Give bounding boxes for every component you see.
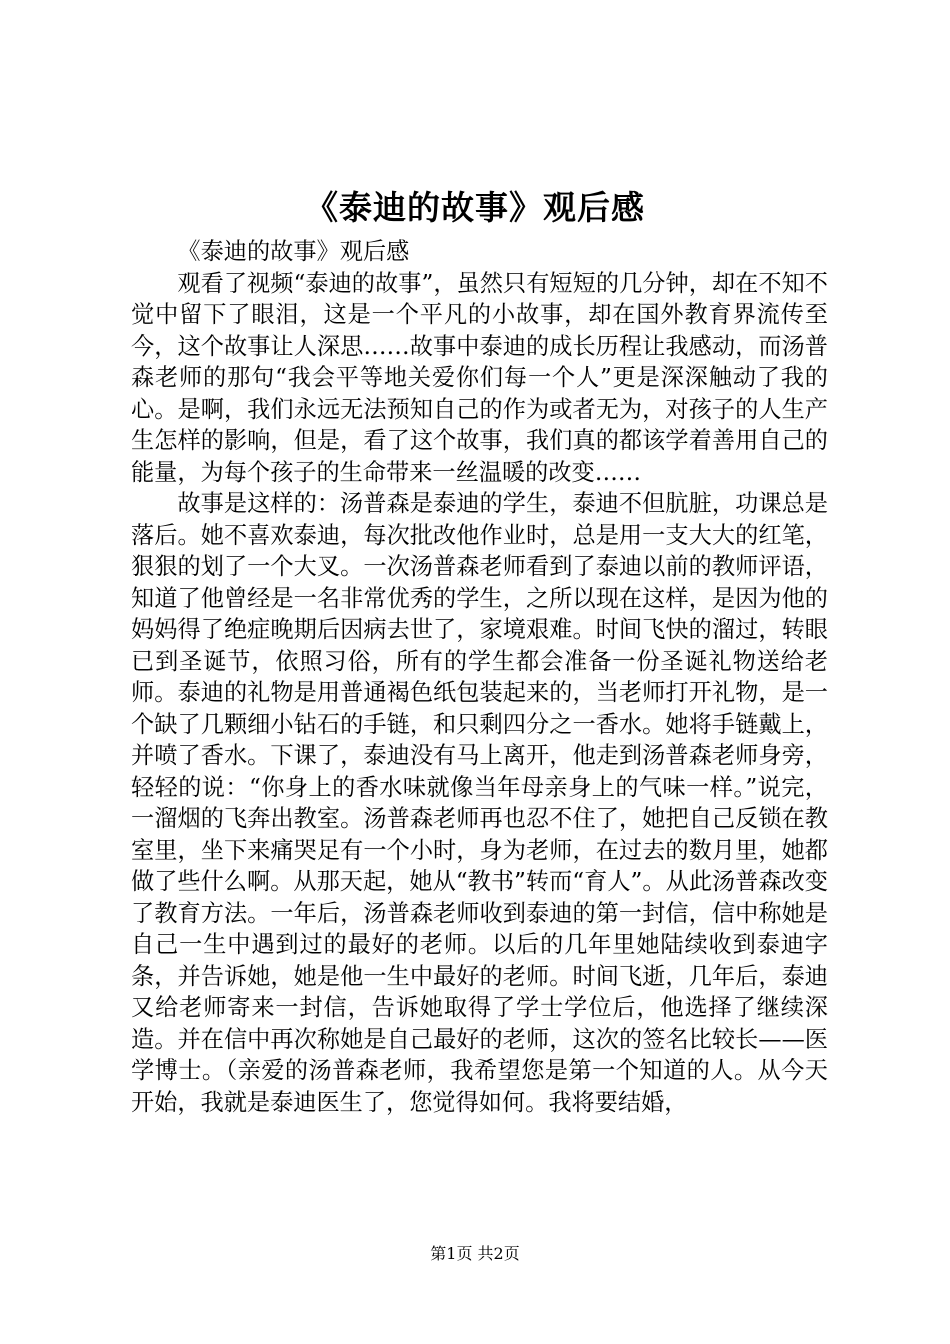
document-title: 《泰迪的故事》观后感 <box>305 188 645 227</box>
body-paragraph: 观看了视频“泰迪的故事”，虽然只有短短的几分钟，却在不知不觉中留下了眼泪，这是一个平凡的小故事，却在国外教育界流传至今，这个故事让人深思……故事中泰迪的成长历程让我感动，而汤普森老师的那句“我会平等地关爱你们每一个人”更是深深触动了我的心。是啊，我们永远无法预知自己的作为或者无为，对孩子的人生产生怎样的影响，但是，看了这个故事，我们真的都该学着善用自己的能量，为每个孩子的生命带来一丝温暖的改变…… <box>131 269 828 486</box>
document-body <box>131 236 828 1118</box>
page-footer: 第1页 共2页 <box>430 1244 520 1263</box>
body-paragraph: 故事是这样的：汤普森是泰迪的学生，泰迪不但肮脏，功课总是落后。她不喜欢泰迪，每次批改他作业时，总是用一支大大的红笔，狠狠的划了一个大叉。一次汤普森老师看到了泰迪以前的教师评语，知道了他曾经是一名非常优秀的学生，之所以现在这样，是因为他的妈妈得了绝症晚期后因病去世了，家境艰难。时间飞快的溜过，转眼已到圣诞节，依照习俗，所有的学生都会准备一份圣诞礼物送给老师。泰迪的礼物是用普通褐色纸包装起来的，当老师打开礼物，是一个缺了几颗细小钻石的手链，和只剩四分之一香水。她将手链戴上，并喷了香水。下课了，泰迪没有马上离开，他走到汤普森老师身旁，轻轻的说：“你身上的香水味就像当年母亲身上的气味一样。”说完，一溜烟的飞奔出教室。汤普森老师再也忍不住了，她把自己反锁在教室里，坐下来痛哭足有一个小时，身为老师，在过去的数月里，她都做了些什么啊。从那天起，她从“教书”转而“育人”。从此汤普森改变了教育方法。一年后，汤普森老师收到泰迪的第一封信，信中称她是自己一生中遇到过的最好的老师。以后的几年里她陆续收到泰迪字条，并告诉她，她是他一生中最好的老师。时间飞逝，几年后，泰迪又给老师寄来一封信，告诉她取得了学士学位后，他选择了继续深造。并在信中再次称她是自己最好的老师，这次的签名比较长——医学博士。（亲爱的汤普森老师，我希望您是第一个知道的人。从今天开始，我就是泰迪医生了，您觉得如何。我将要结婚， <box>131 490 828 1116</box>
subtitle-paragraph: 《泰迪的故事》观后感 <box>177 238 410 265</box>
